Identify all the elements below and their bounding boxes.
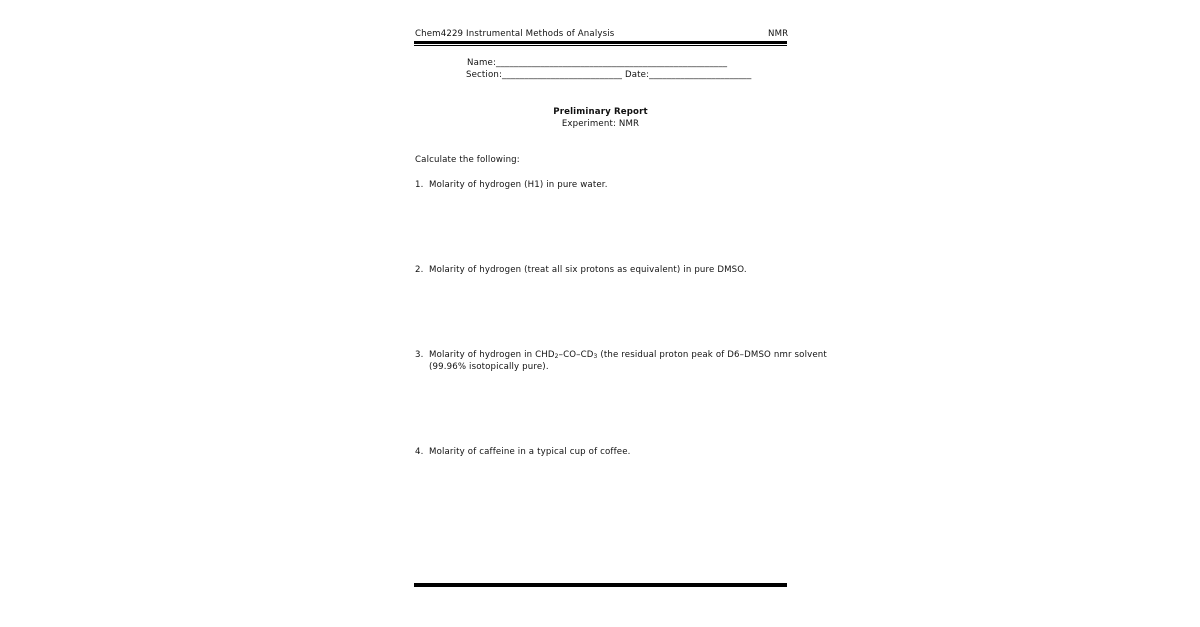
report-title: Preliminary Report <box>553 107 648 117</box>
formula-subscript: 2 <box>554 353 559 360</box>
experiment-subtitle: Experiment: NMR <box>561 119 640 129</box>
header-rule <box>414 41 787 44</box>
name-field-line: Name:____________________________________________________ <box>467 58 728 68</box>
question-number: 4. <box>415 447 424 457</box>
instructions-text: Calculate the following: <box>415 155 520 165</box>
formula-part: Molarity of hydrogen in CHD <box>429 350 555 360</box>
header-course-title: Chem4229 Instrumental Methods of Analysis <box>415 29 615 39</box>
formula-part: –CO–CD <box>558 350 594 360</box>
question-text-line-1 <box>429 350 827 360</box>
footer-rule-thin <box>414 586 787 587</box>
question-text: Molarity of hydrogen (H1) in pure water. <box>429 180 608 190</box>
question-number: 3. <box>415 350 424 360</box>
question-number: 1. <box>415 180 424 190</box>
question-number: 2. <box>415 265 424 275</box>
header-rule-thin <box>414 45 787 46</box>
section-date-field-line: Section:___________________________ Date:_______________________ <box>466 70 752 80</box>
question-text: Molarity of hydrogen (treat all six protons as equivalent) in pure DMSO. <box>429 265 747 275</box>
header-topic: NMR <box>768 29 789 39</box>
question-text-line-2: (99.96% isotopically pure). <box>429 362 549 372</box>
formula-subscript: 3 <box>593 353 598 360</box>
question-text-rest: (the residual proton peak of D6–DMSO nmr solvent <box>597 350 827 360</box>
question-text: Molarity of caffeine in a typical cup of coffee. <box>429 447 631 457</box>
